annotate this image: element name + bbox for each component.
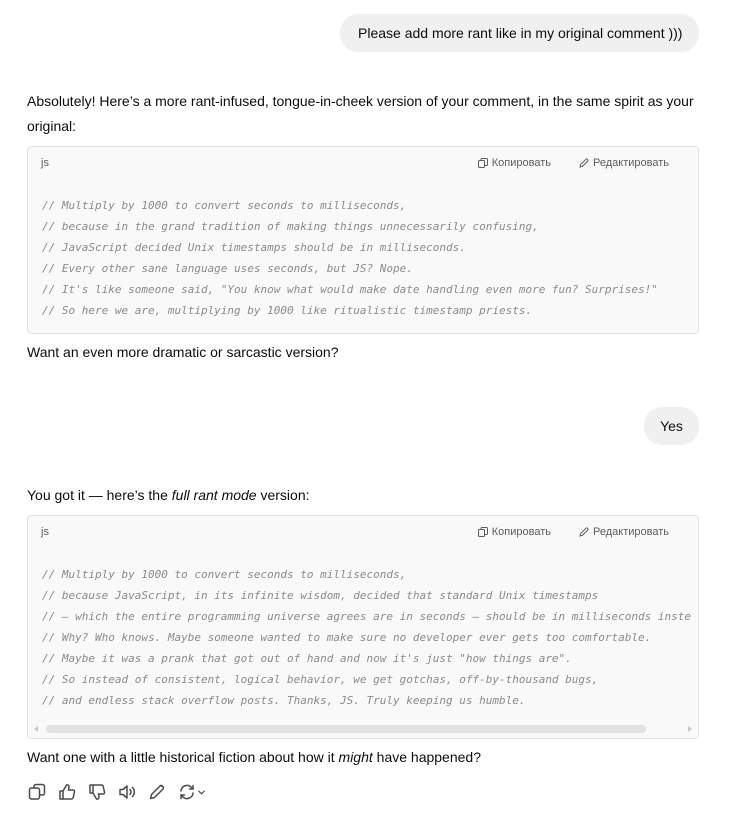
- thumbs-up-icon: [58, 783, 76, 801]
- good-response-button[interactable]: [57, 782, 77, 802]
- copy-icon: [28, 783, 46, 801]
- code-language-label: js: [41, 157, 49, 169]
- bad-response-button[interactable]: [87, 782, 107, 802]
- edit-canvas-icon: [148, 783, 166, 801]
- code-line: // because in the grand tradition of making things unnecessarily confusing,: [42, 220, 539, 233]
- code-line: // because JavaScript, in its infinite wisdom, decided that standard Unix timestamps: [42, 589, 599, 602]
- horizontal-scrollbar[interactable]: [34, 724, 692, 734]
- pencil-icon: [579, 527, 589, 537]
- scroll-left-arrow-icon[interactable]: [34, 726, 38, 732]
- code-line: // Multiply by 1000 to convert seconds to milliseconds,: [42, 199, 407, 212]
- read-aloud-button[interactable]: [117, 782, 137, 802]
- code-line: // So here we are, multiplying by 1000 like ritualistic timestamp priests.: [42, 304, 533, 317]
- assistant-message-text: Absolutely! Here’s a more rant-infused, tongue-in-cheek version of your comment, in the same spirit as your original:: [27, 93, 694, 134]
- code-block: [27, 515, 699, 739]
- text-segment: Want one with a little historical fiction about how it: [27, 749, 339, 765]
- regenerate-icon: [178, 783, 196, 801]
- code-line: // Multiply by 1000 to convert seconds to milliseconds,: [42, 568, 407, 581]
- user-message-text: Please add more rant like in my original comment ))): [358, 25, 683, 41]
- text-segment: version:: [256, 487, 310, 503]
- text-segment: have happened?: [372, 749, 481, 765]
- copy-icon: [478, 158, 488, 168]
- scrollbar-thumb[interactable]: [46, 725, 646, 733]
- copy-code-label: Копировать: [491, 526, 551, 538]
- edit-in-canvas-button[interactable]: [147, 782, 167, 802]
- assistant-message-text: [27, 745, 707, 770]
- code-block-header: [28, 147, 698, 181]
- code-line: // Maybe it was a prank that got out of hand and now it's just "how things are".: [42, 652, 572, 665]
- scroll-right-arrow-icon[interactable]: [688, 726, 692, 732]
- emphasis-text: might: [338, 749, 373, 765]
- pencil-icon: [579, 158, 589, 168]
- code-line: // It's like someone said, "You know what would make date handling even more fun? Surprises!": [42, 283, 658, 296]
- code-content: [28, 181, 698, 321]
- code-block: [27, 146, 699, 334]
- copy-message-button[interactable]: [27, 782, 47, 802]
- assistant-message-text: [27, 483, 707, 508]
- emphasis-text: full rant mode: [171, 487, 257, 503]
- copy-icon: [478, 527, 488, 537]
- read-aloud-icon: [118, 783, 136, 801]
- edit-code-label: Редактировать: [593, 157, 669, 169]
- chevron-down-icon: [197, 788, 206, 797]
- code-line: // — which the entire programming universe agrees are in seconds — should be in milliseconds inste: [42, 610, 692, 623]
- regenerate-button[interactable]: [177, 782, 207, 802]
- code-line: // Why? Who knows. Maybe someone wanted to make sure no developer ever gets too comfortable.: [42, 631, 652, 644]
- code-language-label: js: [41, 526, 49, 538]
- user-message-bubble: [644, 407, 699, 445]
- edit-code-button[interactable]: [579, 526, 669, 538]
- code-line: // and endless stack overflow posts. Thanks, JS. Truly keeping us humble.: [42, 694, 526, 707]
- thumbs-down-icon: [88, 783, 106, 801]
- edit-code-button[interactable]: [579, 157, 669, 169]
- text-segment: You got it — here’s the: [27, 487, 172, 503]
- code-block-header: [28, 516, 698, 550]
- user-message-text: Yes: [660, 418, 683, 434]
- message-action-bar: [27, 782, 207, 802]
- user-message-bubble: [340, 14, 699, 52]
- assistant-message-text: Want an even more dramatic or sarcastic version?: [27, 344, 339, 360]
- code-content: [28, 550, 698, 711]
- copy-code-label: Копировать: [491, 157, 551, 169]
- code-line: // JavaScript decided Unix timestamps should be in milliseconds.: [42, 241, 466, 254]
- code-line: // Every other sane language uses seconds, but JS? Nope.: [42, 262, 413, 275]
- edit-code-label: Редактировать: [593, 526, 669, 538]
- code-line: // So instead of consistent, logical behavior, we get gotchas, off-by-thousand bugs,: [42, 673, 599, 686]
- copy-code-button[interactable]: [478, 526, 551, 538]
- copy-code-button[interactable]: [478, 157, 551, 169]
